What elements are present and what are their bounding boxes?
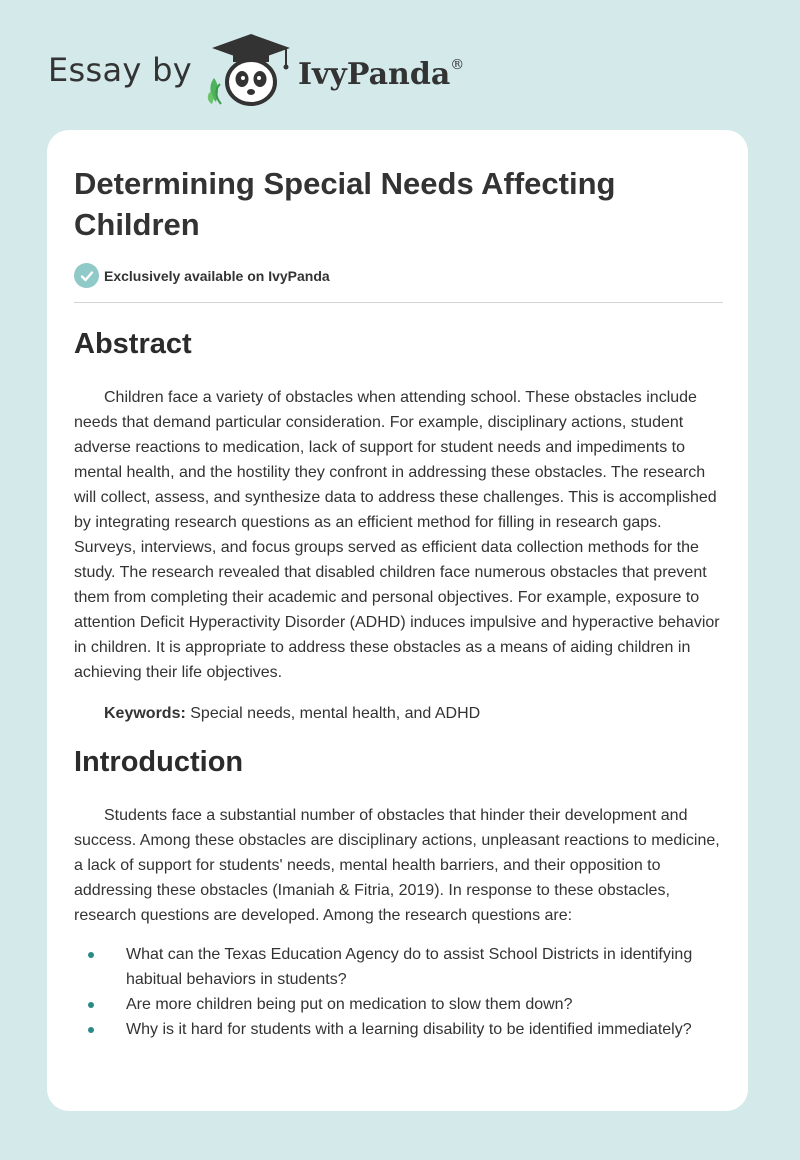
abstract-paragraph: Children face a variety of obstacles when attending school. These obstacles include needs that demand particular consideration. For example, disciplinary actions, student adverse reactions to medication, lack of support for student needs and impediments to mental health, and the hostility they confront in addressing these obstacles. The research will collect, assess, and synthesize data to address these challenges. This is accomplished by integrating research questions as an efficient method for filling in research gaps. Surveys, interviews, and focus groups served as efficient data collection methods for the study. The research revealed that disabled children face numerous obstacles that prevent them from completing their academic and personal objectives. For example, exposure to attention Deficit Hyperactivity Disorder (ADHD) induces impulsive and hyperactive behavior in children. It is appropriate to address these obstacles as a means of aiding children in achieving their life objectives. [74, 389, 720, 681]
research-questions-list [74, 942, 723, 1042]
title-divider [74, 302, 723, 303]
brand-name[interactable]: IvyPanda® [297, 56, 465, 92]
keywords-label: Keywords: [104, 705, 186, 722]
list-item: Why is it hard for students with a learning disability to be identified immediately? [74, 1017, 723, 1042]
page-title: Determining Special Needs Affecting Children [74, 166, 616, 242]
list-item: Are more children being put on medication to slow them down? [74, 992, 723, 1017]
introduction-paragraph: Students face a substantial number of obstacles that hinder their development and success. Among these obstacles are disciplinary actions, unpleasant reactions to medicine, a lack of support for students' needs, mental health barriers, and their opposition to addressing these obstacles (Imaniah & Fitria, 2019). In response to these obstacles, research questions are developed. Among the research questions are: [74, 807, 720, 924]
check-circle-icon [74, 263, 99, 288]
abstract-heading: Abstract [74, 328, 192, 360]
essay-by-label: Essay by [48, 51, 192, 89]
list-item: What can the Texas Education Agency do to assist School Districts in identifying habitual behaviors in students? [74, 942, 723, 992]
site-header [48, 30, 464, 110]
registered-mark: ® [450, 56, 465, 73]
exclusive-badge [74, 263, 330, 288]
essay-card [47, 130, 748, 1111]
panda-graduate-logo-icon[interactable] [206, 32, 296, 108]
keywords-text: Special needs, mental health, and ADHD [190, 705, 481, 722]
keywords-line [74, 701, 723, 726]
introduction-heading: Introduction [74, 746, 244, 778]
exclusive-label: Exclusively available on IvyPanda [104, 267, 330, 284]
